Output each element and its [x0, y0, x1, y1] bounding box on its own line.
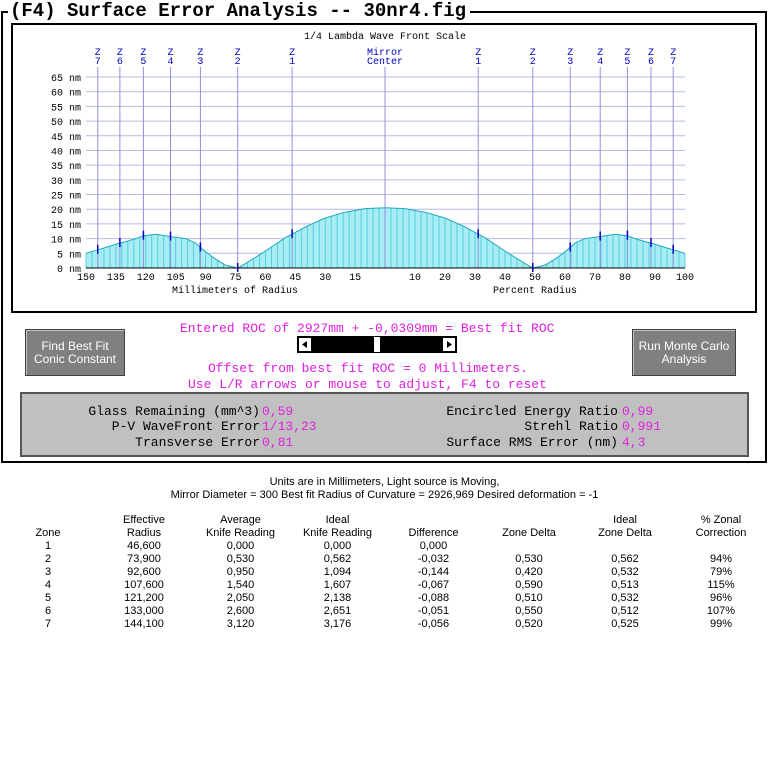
- left-arrow-icon: [299, 338, 311, 351]
- strehl-ratio-label: Strehl Ratio: [524, 419, 618, 434]
- y-tick-label: 10 nm: [50, 235, 81, 247]
- table-cell: 0,525: [611, 618, 639, 630]
- x-axis-label-left: Millimeters of Radius: [171, 286, 299, 297]
- table-cell: 2,138: [323, 592, 352, 604]
- x-tick-label-right: 50: [528, 273, 542, 284]
- table-header-row: [0, 527, 769, 540]
- rms-error-value: 4,3: [622, 435, 646, 450]
- zone-label-top: Z: [475, 48, 482, 59]
- y-tick-label: 20 nm: [50, 206, 81, 218]
- scroll-thumb[interactable]: [374, 337, 380, 352]
- pv-error-value: 1/13,23: [262, 419, 317, 434]
- table-cell: 115%: [707, 579, 735, 591]
- glass-remaining-label: Glass Remaining (mm^3): [88, 404, 260, 419]
- table-cell: 92,600: [127, 566, 161, 578]
- table-cell: [673, 540, 769, 553]
- roc-adjust-scrollbar[interactable]: [297, 336, 457, 353]
- x-tick-label-right: 60: [558, 273, 572, 284]
- pv-error-label: P-V WaveFront Error: [111, 419, 260, 434]
- table-cell: 0,510: [515, 592, 543, 604]
- x-tick-label-right: 90: [648, 273, 662, 284]
- table-cell: 144,100: [124, 618, 164, 630]
- table-cell: 107,600: [124, 579, 164, 591]
- zone-label-top: Z: [94, 48, 101, 59]
- y-tick-label: 0 nm: [56, 265, 81, 276]
- x-tick-label-left: 135: [106, 273, 125, 284]
- table-cell: 0,530: [226, 553, 255, 565]
- table-cell: -0,051: [417, 605, 450, 617]
- x-tick-label-left: 150: [76, 273, 96, 284]
- zone-label-top: Z: [197, 48, 204, 59]
- y-tick-label: 25 nm: [50, 191, 81, 203]
- zone-label-top: Z: [116, 48, 123, 59]
- y-tick-label: 40 nm: [50, 147, 81, 159]
- table-cell: 1,094: [323, 566, 352, 578]
- y-tick-label: 30 nm: [50, 176, 81, 188]
- x-tick-label-right: 100: [675, 273, 695, 284]
- table-cell: Knife Reading: [205, 527, 276, 539]
- table-cell: % Zonal: [700, 514, 742, 526]
- table-cell: [481, 514, 577, 527]
- x-tick-label-left: 45: [289, 273, 302, 284]
- center-label-top: Mirror: [366, 48, 404, 59]
- zone-label-top: Z: [140, 48, 147, 59]
- table-cell: 6: [44, 605, 52, 617]
- y-tick-label: 55 nm: [50, 103, 81, 115]
- wavefront-chart: [11, 23, 757, 313]
- scroll-right-button[interactable]: [443, 338, 455, 351]
- zone-label-number: 2: [529, 57, 536, 68]
- x-tick-label-right: 10: [408, 273, 422, 284]
- hint-line: Use L/R arrows or mouse to adjust, F4 to reset: [188, 377, 547, 392]
- table-cell: [386, 514, 481, 527]
- x-tick-label-right: 40: [498, 273, 512, 284]
- table-cell: 107%: [706, 605, 736, 617]
- table-cell: 1,540: [226, 579, 255, 591]
- table-cell: 0,562: [611, 553, 639, 565]
- y-tick-label: 50 nm: [50, 118, 81, 130]
- table-cell: 3,176: [323, 618, 352, 630]
- table-cell: Ideal: [613, 514, 637, 526]
- zone-label-top: Z: [624, 48, 631, 59]
- table-cell: 7: [44, 618, 52, 630]
- table-cell: [577, 540, 673, 553]
- zone-label-number: 1: [289, 57, 296, 68]
- table-cell: -0,032: [417, 553, 450, 565]
- table-cell: 5: [44, 592, 52, 604]
- table-cell: Zone Delta: [598, 527, 652, 539]
- zone-label-number: 4: [597, 57, 604, 68]
- zone-label-number: 6: [116, 57, 123, 68]
- units-info: Units are in Millimeters, Light source is Moving,: [269, 476, 500, 488]
- table-cell: 2,651: [323, 605, 352, 617]
- zone-label-top: Z: [647, 48, 655, 59]
- table-row: [0, 540, 769, 553]
- table-cell: Difference: [408, 527, 459, 539]
- transverse-error-label: Transverse Error: [135, 435, 260, 450]
- strehl-ratio-value: 0,991: [622, 419, 662, 434]
- y-tick-label: 5 nm: [56, 250, 81, 262]
- table-cell: 0,520: [515, 618, 543, 630]
- zone-label-top: Z: [289, 48, 296, 59]
- zone-label-number: 5: [624, 57, 631, 68]
- y-tick-label: 15 nm: [50, 220, 81, 232]
- table-cell: 2,050: [226, 592, 255, 604]
- zone-label-top: Z: [234, 48, 241, 59]
- x-tick-label-left: 60: [259, 273, 272, 284]
- table-cell: -0,144: [417, 566, 450, 578]
- glass-remaining-value: 0,59: [262, 404, 294, 419]
- table-cell: 4: [44, 579, 52, 591]
- zone-label-number: 1: [475, 57, 482, 68]
- table-cell: Ideal: [325, 514, 350, 526]
- table-cell: -0,088: [417, 592, 450, 604]
- table-cell: 0,000: [226, 540, 255, 552]
- table-cell: 0,532: [611, 566, 639, 578]
- x-tick-label-left: 90: [199, 273, 212, 284]
- table-row: [0, 553, 769, 566]
- zone-label-top: Z: [597, 48, 604, 59]
- table-cell: Knife Reading: [302, 527, 373, 539]
- roc-line: Entered ROC of 2927mm + -0,0309mm = Best fit ROC: [180, 321, 555, 336]
- x-axis-label-right: Percent Radius: [492, 286, 578, 297]
- zone-label-top: Z: [167, 48, 174, 59]
- table-cell: 1,607: [323, 579, 352, 591]
- zone-label-number: 7: [670, 57, 677, 68]
- y-tick-label: 45 nm: [50, 132, 81, 144]
- x-tick-label-right: 20: [438, 273, 452, 284]
- y-tick-label: 35 nm: [50, 162, 81, 174]
- table-row: [0, 566, 769, 579]
- table-cell: 2,600: [226, 605, 255, 617]
- offset-line: Offset from best fit ROC = 0 Millimeters.: [208, 361, 528, 376]
- zone-table: [0, 514, 769, 631]
- table-cell: 94%: [709, 553, 733, 565]
- table-cell: Effective: [123, 514, 165, 526]
- chart-title: 1/4 Lambda Wave Front Scale: [303, 32, 467, 43]
- table-cell: 0,550: [515, 605, 543, 617]
- scroll-left-button[interactable]: [299, 338, 311, 351]
- table-cell: 0,000: [419, 540, 448, 552]
- table-cell: 0,000: [323, 540, 352, 552]
- table-cell: 0,530: [515, 553, 543, 565]
- run-monte-carlo-button[interactable]: Run Monte Carlo Analysis: [632, 329, 736, 376]
- table-row: [0, 579, 769, 592]
- table-row: [0, 618, 769, 631]
- table-cell: Zone Delta: [502, 527, 556, 539]
- x-tick-label-right: 30: [468, 273, 482, 284]
- table-cell: 121,200: [124, 592, 164, 604]
- x-tick-label-left: 75: [229, 273, 242, 284]
- table-cell: 3,120: [226, 618, 255, 630]
- find-best-fit-conic-button[interactable]: Find Best Fit Conic Constant: [25, 329, 125, 376]
- right-arrow-icon: [443, 338, 455, 351]
- zone-label-number: 2: [234, 57, 241, 68]
- zone-label-number: 4: [167, 57, 174, 68]
- encircled-energy-value: 0,99: [622, 404, 654, 419]
- table-cell: Radius: [126, 527, 162, 539]
- x-tick-label-right: 80: [618, 273, 632, 284]
- window-title: (F4) Surface Error Analysis -- 30nr4.fig: [8, 0, 470, 22]
- table-cell: 0,562: [323, 553, 352, 565]
- table-cell: 0,950: [226, 566, 255, 578]
- table-row: [0, 592, 769, 605]
- x-tick-label-left: 30: [319, 273, 332, 284]
- table-cell: [481, 540, 577, 553]
- zone-label-number: 7: [94, 57, 101, 68]
- zone-label-top: Z: [529, 48, 536, 59]
- table-cell: Zone: [35, 527, 61, 539]
- table-cell: 3: [44, 566, 52, 578]
- x-tick-label-left: 120: [136, 273, 155, 284]
- zone-label-number: 5: [140, 57, 147, 68]
- table-cell: [0, 514, 96, 527]
- table-cell: -0,067: [417, 579, 450, 591]
- table-cell: Average: [220, 514, 261, 526]
- y-tick-label: 65 nm: [50, 74, 81, 85]
- table-cell: -0,056: [417, 618, 450, 630]
- mirror-info: Mirror Diameter = 300 Best fit Radius of Curvature = 2926,969 Desired deformation = -1: [170, 489, 599, 501]
- table-row: [0, 605, 769, 618]
- table-cell: 96%: [709, 592, 733, 604]
- table-cell: 0,590: [515, 579, 543, 591]
- zone-label-top: Z: [670, 48, 677, 59]
- table-cell: 73,900: [127, 553, 161, 565]
- table-cell: 0,420: [515, 566, 543, 578]
- x-tick-label-left: 105: [166, 273, 185, 284]
- zone-label-number: 6: [647, 57, 655, 68]
- x-tick-label-right: 70: [588, 273, 602, 284]
- table-cell: 1: [44, 540, 52, 552]
- table-cell: 0,532: [611, 592, 639, 604]
- table-cell: 0,512: [611, 605, 639, 617]
- x-tick-label-left: 15: [349, 273, 362, 284]
- encircled-energy-label: Encircled Energy Ratio: [446, 404, 618, 419]
- table-header-row: [0, 514, 769, 527]
- table-cell: 0,513: [611, 579, 639, 591]
- table-cell: 46,600: [127, 540, 161, 552]
- zone-label-number: 3: [197, 57, 204, 68]
- center-label-bottom: Center: [366, 57, 404, 68]
- table-cell: 79%: [709, 566, 733, 578]
- table-cell: 2: [44, 553, 52, 565]
- y-tick-label: 60 nm: [50, 88, 81, 100]
- rms-error-label: Surface RMS Error (nm): [446, 435, 618, 450]
- wavefront-chart-svg: [13, 25, 755, 311]
- transverse-error-value: 0,81: [262, 435, 294, 450]
- table-cell: 99%: [709, 618, 733, 630]
- table-cell: Correction: [695, 527, 747, 539]
- zone-label-top: Z: [567, 48, 574, 59]
- table-cell: 133,000: [124, 605, 164, 617]
- stats-panel: [20, 392, 749, 457]
- zone-label-number: 3: [567, 57, 574, 68]
